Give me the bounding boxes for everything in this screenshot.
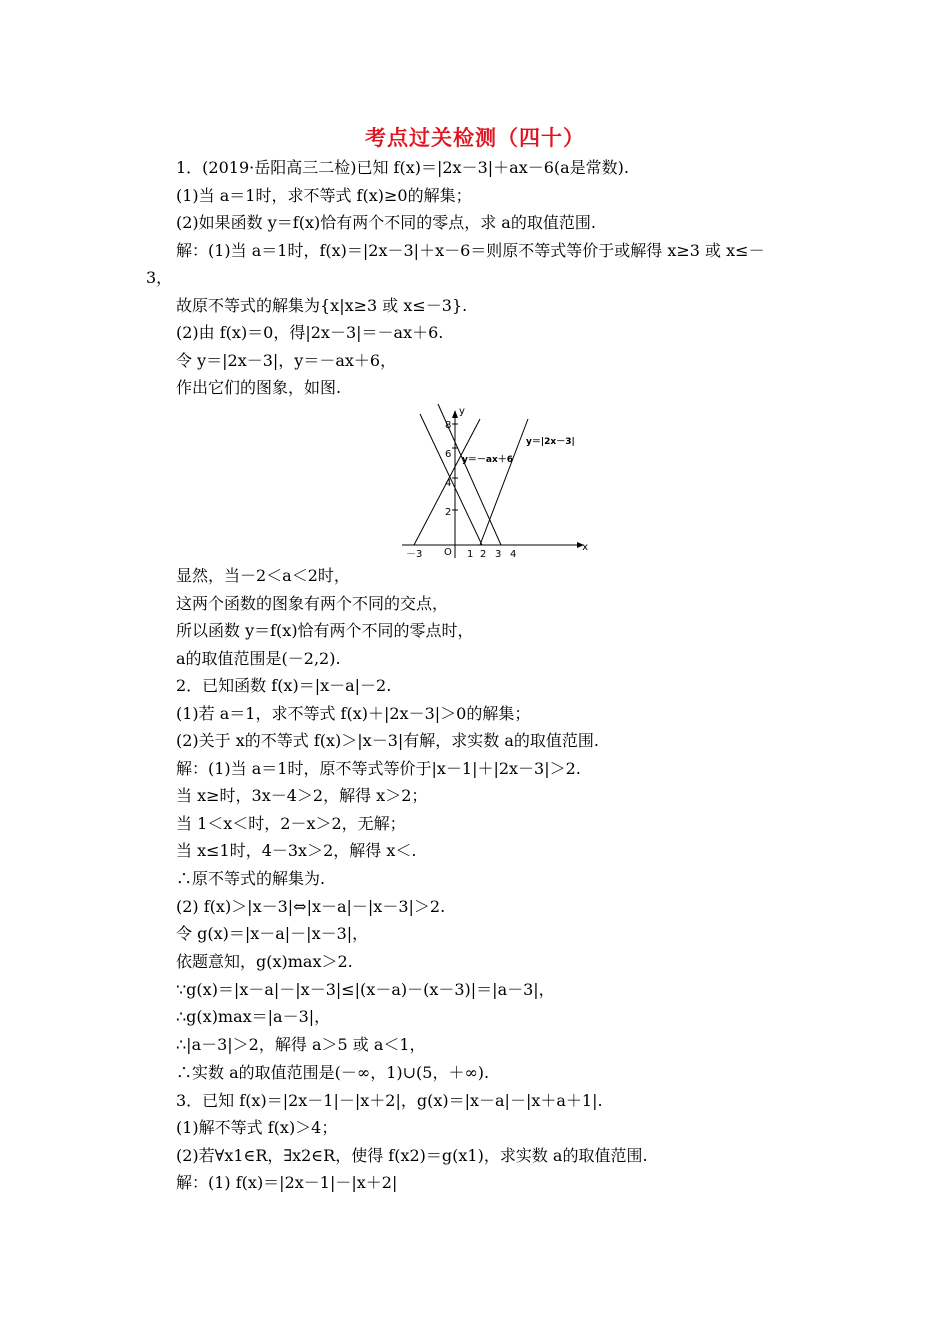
problem-1-statement: 1．(2019·岳阳高三二检)已知 f(x)＝|2x－3|＋ax－6(a是常数). <box>176 158 630 177</box>
solution-1-line: 作出它们的图象，如图. <box>176 378 342 397</box>
solution-1-line: (2)由 f(x)＝0，得|2x－3|＝－ax＋6. <box>176 323 444 342</box>
problem-3-part-1: (1)解不等式 f(x)＞4； <box>176 1118 338 1137</box>
solution-1-line: 显然，当－2＜a＜2时， <box>176 566 350 585</box>
y-tick-label: 4 <box>445 478 452 489</box>
page-title: 考点过关检测（四十） <box>365 126 585 150</box>
solution-2-line: ∵g(x)＝|x－a|－|x－3|≤|(x－a)－(x－3)|＝|a－3|， <box>176 980 555 999</box>
solution-2-line: 依题意知，g(x)max＞2. <box>176 952 353 971</box>
solution-1-line: 令 y＝|2x－3|，y＝－ax＋6， <box>176 351 397 370</box>
problem-2-part-2: (2)关于 x的不等式 f(x)＞|x－3|有解，求实数 a的取值范围. <box>176 731 599 750</box>
x-tick-label: －3 <box>406 549 423 560</box>
solution-2-line: 解：(1)当 a＝1时，原不等式等价于|x－1|＋|2x－3|＞2. <box>176 759 581 778</box>
problem-3-statement: 3．已知 f(x)＝|2x－1|－|x＋2|，g(x)＝|x－a|－|x＋a＋1|. <box>176 1091 603 1110</box>
solution-2-line: ∴|a－3|＞2，解得 a＞5 或 a＜1， <box>176 1035 426 1054</box>
x-axis-label: x <box>582 542 588 553</box>
solution-2-line: 当 x≤1时，4－3x＞2，解得 x＜. <box>176 841 417 860</box>
x-tick-label: 2 <box>480 549 487 560</box>
solution-3-line: 解：(1) f(x)＝|2x－1|－|x＋2| <box>176 1173 398 1192</box>
solution-2-line: 当 x≥时，3x－4＞2，解得 x＞2； <box>176 786 428 805</box>
y-axis-label: y <box>459 406 465 417</box>
solution-1-line: 解：(1)当 a＝1时，f(x)＝|2x－3|＋x－6＝则原不等式等价于或解得 x≥3 或 x≤－ <box>176 241 765 260</box>
y-tick-label: 2 <box>445 507 452 518</box>
solution-2-line: (2) f(x)＞|x－3|⇔|x－a|－|x－3|＞2. <box>176 897 446 916</box>
problem-2-statement: 2．已知函数 f(x)＝|x－a|－2. <box>176 676 392 695</box>
x-tick-label: 4 <box>510 549 517 560</box>
solution-1-line: a的取值范围是(－2,2). <box>176 649 341 668</box>
function-graph <box>398 402 590 562</box>
problem-3-part-2: (2)若∀x1∈R，∃x2∈R，使得 f(x2)＝g(x1)，求实数 a的取值范围. <box>176 1146 648 1165</box>
problem-1-part-2: (2)如果函数 y＝f(x)恰有两个不同的零点，求 a的取值范围. <box>176 213 596 232</box>
solution-1-line: 故原不等式的解集为{x|x≥3 或 x≤－3}. <box>176 296 468 315</box>
problem-1-part-1: (1)当 a＝1时，求不等式 f(x)≥0的解集； <box>176 186 472 205</box>
solution-2-line: 当 1＜x＜时，2－x＞2，无解； <box>176 814 406 833</box>
solution-1-line: 所以函数 y＝f(x)恰有两个不同的零点时， <box>176 621 474 640</box>
solution-1-line: 3， <box>146 268 173 287</box>
y-tick-label: 6 <box>445 449 452 460</box>
solution-2-line: 令 g(x)＝|x－a|－|x－3|， <box>176 924 369 943</box>
solution-2-line: ∴实数 a的取值范围是(－∞，1)∪(5，＋∞). <box>176 1063 490 1082</box>
x-tick-label: 3 <box>495 549 502 560</box>
v-label: y＝|2x－3| <box>526 437 575 447</box>
solution-2-line: ∴g(x)max＝|a－3|， <box>176 1007 331 1026</box>
origin-label: O <box>444 547 452 558</box>
solution-1-line: 这两个函数的图象有两个不同的交点， <box>176 594 449 613</box>
line-label: y＝－ax＋6 <box>462 455 514 465</box>
problem-2-part-1: (1)若 a＝1，求不等式 f(x)＋|2x－3|＞0的解集； <box>176 704 531 723</box>
x-tick-label: 1 <box>467 549 474 560</box>
solution-2-line: ∴原不等式的解集为. <box>176 869 326 888</box>
y-tick-label: 8 <box>445 420 452 431</box>
